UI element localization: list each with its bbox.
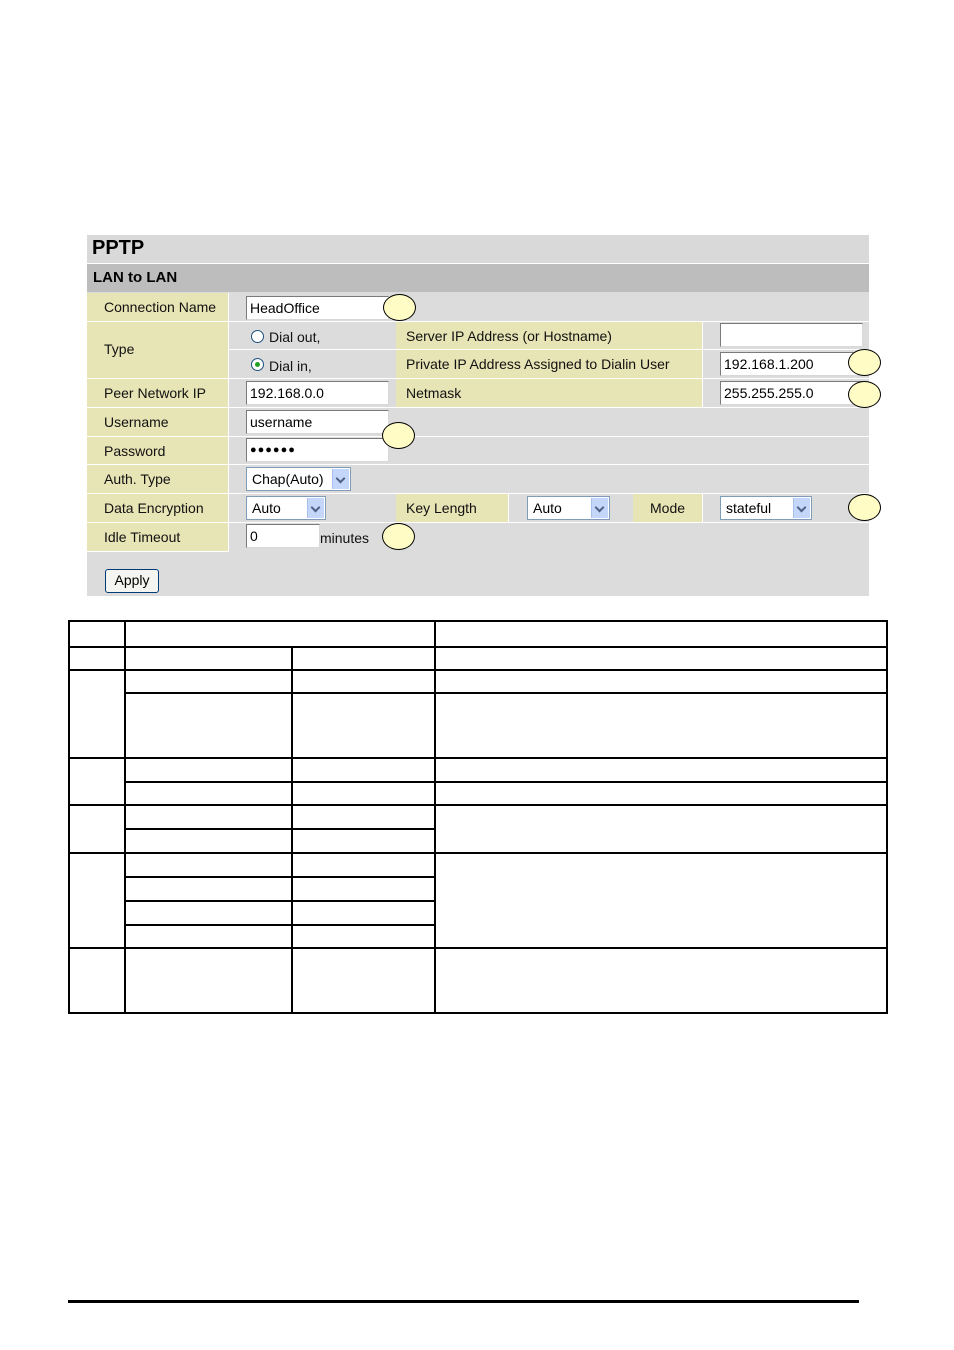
netmask-input[interactable]: 255.255.255.0 [720, 381, 863, 405]
mode-label-cell [633, 494, 703, 523]
username-label-cell [87, 408, 229, 437]
key-length-value: Auto [533, 500, 562, 516]
table-column-line [124, 620, 126, 1014]
page-footer-rule [68, 1300, 859, 1303]
netmask-label-cell [396, 379, 703, 408]
auth-type-select[interactable] [246, 467, 351, 491]
type-label-cell [87, 322, 229, 379]
mode-value: stateful [726, 500, 772, 516]
callout-marker [848, 494, 881, 521]
data-encryption-label: Data Encryption [104, 500, 204, 516]
key-length-label: Key Length [406, 500, 477, 516]
callout-marker [382, 422, 415, 449]
chevron-down-icon[interactable] [793, 498, 810, 518]
peer-network-ip-label-cell [87, 379, 229, 408]
table-row-line [68, 947, 888, 949]
table-row-line [124, 900, 436, 902]
table-row-line [124, 828, 436, 830]
dial-in-label: Dial in, [269, 358, 312, 374]
callout-marker [848, 381, 881, 408]
dial-out-radio[interactable] [251, 330, 264, 343]
private-ip-label-cell [396, 350, 703, 379]
table-row-line [124, 692, 888, 694]
table-row-line [68, 804, 888, 806]
data-encryption-select[interactable] [246, 496, 326, 520]
table-border [68, 1012, 888, 1014]
table-column-line [291, 646, 293, 1014]
idle-timeout-label-cell [87, 523, 229, 552]
type-label: Type [104, 341, 135, 357]
auth-type-label: Auth. Type [104, 471, 171, 487]
section-header [87, 264, 869, 292]
data-encryption-label-cell [87, 494, 229, 523]
username-input[interactable]: username [246, 410, 389, 434]
table-row-line [68, 757, 888, 759]
server-ip-label-cell [396, 322, 703, 350]
table-row-line [124, 876, 436, 878]
username-label: Username [104, 414, 169, 430]
mode-label: Mode [650, 500, 686, 516]
table-row-line [68, 646, 888, 648]
server-ip-input[interactable] [720, 323, 863, 347]
section-title: LAN to LAN [93, 269, 178, 286]
table-column-line [434, 620, 436, 1014]
callout-marker [383, 294, 416, 321]
password-label-cell [87, 437, 229, 465]
private-ip-input[interactable]: 192.168.1.200 [720, 352, 863, 376]
peer-network-ip-input[interactable]: 192.168.0.0 [246, 381, 389, 405]
mode-select[interactable] [720, 496, 812, 520]
dial-out-label: Dial out, [269, 329, 321, 345]
table-row-line [68, 669, 888, 671]
connection-name-input[interactable]: HeadOffice [246, 296, 389, 320]
panel-title: PPTP [92, 237, 145, 259]
dial-in-radio[interactable] [251, 358, 264, 371]
pptp-panel [87, 235, 869, 596]
auth-type-label-cell [87, 465, 229, 494]
peer-network-ip-label: Peer Network IP [104, 385, 206, 401]
idle-timeout-label: Idle Timeout [104, 529, 181, 545]
chevron-down-icon[interactable] [591, 498, 608, 518]
private-ip-label: Private IP Address Assigned to Dialin User [406, 356, 670, 372]
table-border [68, 620, 888, 622]
table-row-line [124, 924, 436, 926]
password-input[interactable]: ●●●●●● [246, 438, 389, 462]
table-border [68, 620, 70, 1014]
key-length-label-cell [396, 494, 509, 523]
key-length-select[interactable] [527, 496, 610, 520]
auth-type-value: Chap(Auto) [252, 471, 324, 487]
panel-title-bar [87, 235, 869, 264]
idle-timeout-input[interactable]: 0 [246, 524, 320, 548]
connection-name-label-cell [87, 293, 229, 322]
data-encryption-value: Auto [252, 500, 281, 516]
chevron-down-icon[interactable] [307, 498, 324, 518]
password-label: Password [104, 443, 166, 459]
chevron-down-icon[interactable] [332, 469, 349, 489]
netmask-label: Netmask [406, 385, 462, 401]
table-row-line [124, 781, 888, 783]
connection-name-label: Connection Name [104, 299, 217, 315]
callout-marker [848, 349, 881, 376]
server-ip-label: Server IP Address (or Hostname) [406, 328, 612, 344]
apply-button[interactable]: Apply [105, 569, 159, 593]
table-row-line [68, 852, 888, 854]
table-border [886, 620, 888, 1014]
idle-timeout-unit: minutes [320, 530, 370, 546]
callout-marker [382, 523, 415, 550]
